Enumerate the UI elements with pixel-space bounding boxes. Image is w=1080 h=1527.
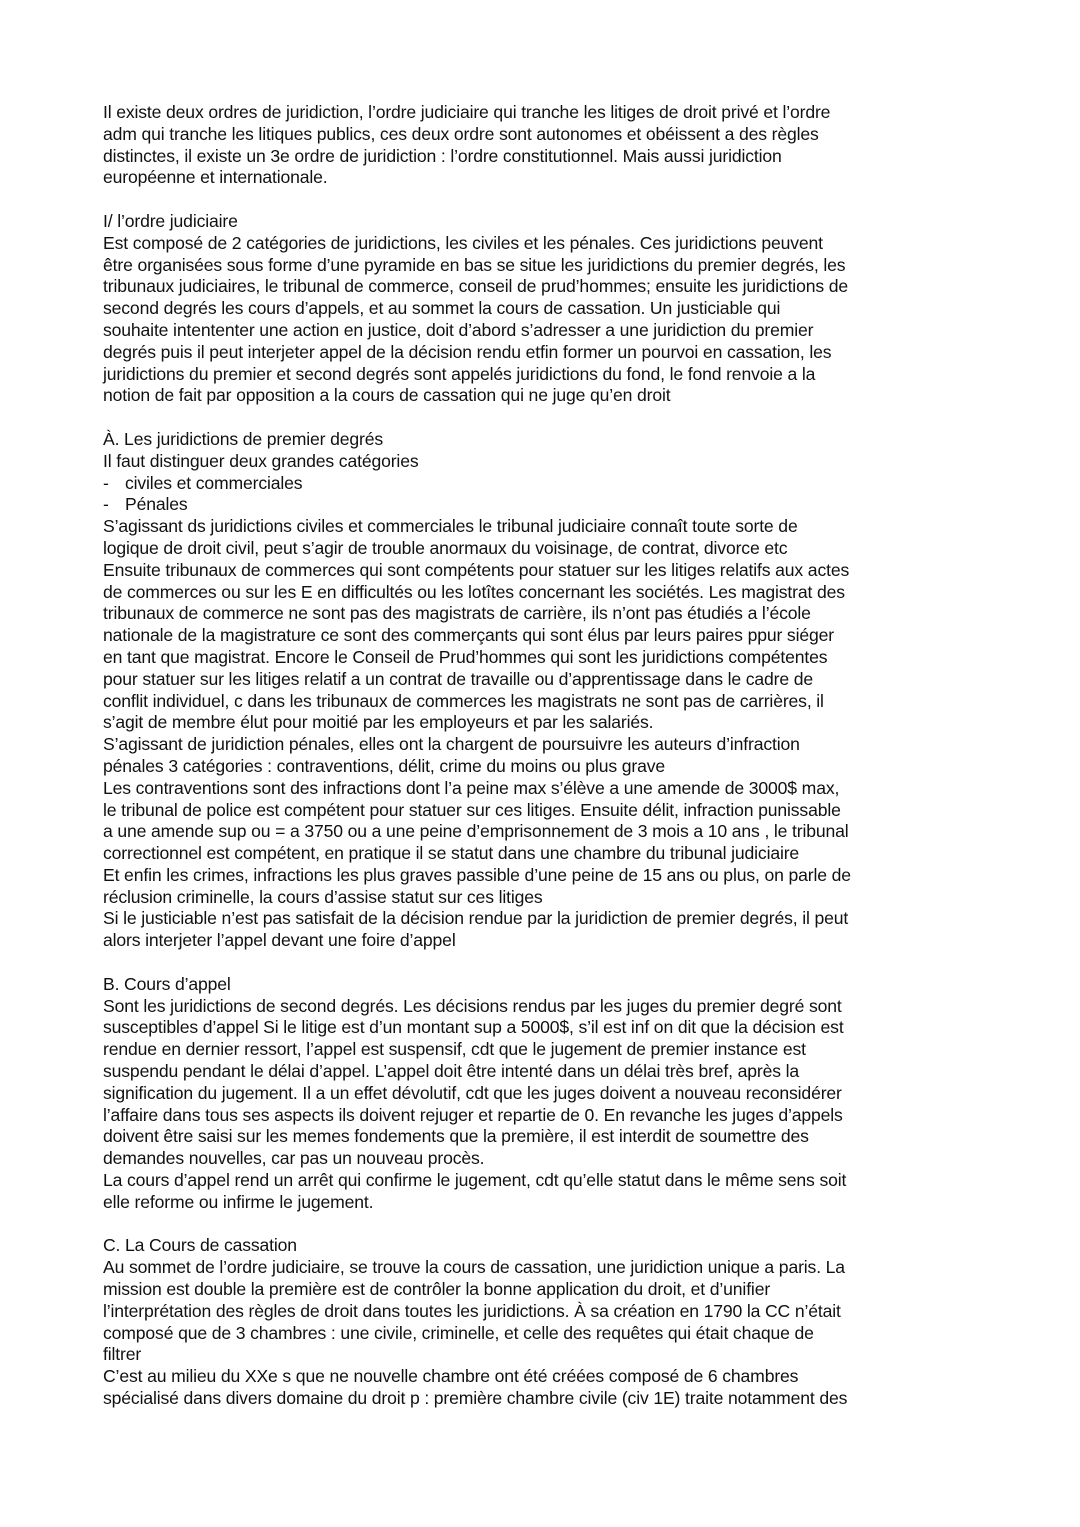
- text-line: filtrer: [103, 1344, 142, 1365]
- text-line: Il faut distinguer deux grandes catégories: [103, 450, 419, 471]
- text-line: pour statuer sur les litiges relatif a un contrat de travaille ou d’apprentissage dans le cadre de: [103, 668, 813, 689]
- text-line: Si le justiciable n’est pas satisfait de la décision rendue par la juridiction de premier degrés, il peut: [103, 908, 849, 929]
- paragraph-spacer: [103, 407, 983, 429]
- text-line: second degrés les cours d’appels, et au sommet la cours de cassation. Un justiciable qui: [103, 298, 781, 319]
- text-line: Est composé de 2 catégories de juridictions, les civiles et les pénales. Ces juridictions peuvent: [103, 232, 823, 253]
- text-line: de commerces ou sur les E en difficultés ou les lotîtes concernant les sociétés. Les magistrat des: [103, 581, 845, 602]
- text-line: S’agissant de juridiction pénales, elles ont la chargent de poursuivre les auteurs d’infraction: [103, 734, 800, 755]
- text-line: susceptibles d’appel Si le litige est d’un montant sup a 5000$, s’il est inf on dit que la décision est: [103, 1017, 844, 1038]
- intro-paragraph: [103, 102, 983, 189]
- section-cours-appel: [103, 974, 983, 1214]
- text-line: La cours d’appel rend un arrêt qui confirme le jugement, cdt qu’elle statut dans le même sens soit: [103, 1170, 847, 1191]
- text-line: Ensuite tribunaux de commerces qui sont compétents pour statuer sur les litiges relatifs aux actes: [103, 559, 850, 580]
- text-line: conflit individuel, c dans les tribunaux de commerces les magistrats ne sont pas de carrières, il: [103, 690, 824, 711]
- text-line: Et enfin les crimes, infractions les plus graves passible d’une peine de 15 ans ou plus, on parle de: [103, 864, 851, 885]
- text-line: correctionnel est compétent, en pratique il se statut dans une chambre du tribunal judiciaire: [103, 843, 800, 864]
- text-line: tribunaux judiciaires, le tribunal de commerce, conseil de prud’hommes; ensuite les juridictions de: [103, 276, 848, 297]
- list-item-text: civiles et commerciales: [125, 472, 303, 493]
- text-line: a une amende sup ou = a 3750 ou a une peine d’emprisonnement de 3 mois a 10 ans , le tribunal: [103, 821, 849, 842]
- text-line: Au sommet de l’ordre judiciaire, se trouve la cours de cassation, une juridiction unique a paris. La: [103, 1257, 845, 1278]
- text-line: s’agit de membre élut pour moitié par les employeurs et par les salariés.: [103, 712, 654, 733]
- text-line: l’interprétation des règles de droit dans toutes les juridictions. À sa création en 1790 la CC n’était: [103, 1300, 841, 1321]
- text-line: réclusion criminelle, la cours d’assise statut sur ces litiges: [103, 886, 543, 907]
- list-item: [103, 473, 983, 495]
- text-line: distinctes, il existe un 3e ordre de juridiction : l’ordre constitutionnel. Mais aussi juridiction: [103, 145, 782, 166]
- section-heading: À. Les juridictions de premier degrés: [103, 428, 383, 449]
- text-line: tribunaux de commerce ne sont pas des magistrats de carrière, ils n’ont pas étudiés a l’école: [103, 603, 811, 624]
- section-cour-cassation: [103, 1235, 983, 1409]
- dash-bullet-icon: -: [103, 494, 109, 515]
- text-line: le tribunal de police est compétent pour statuer sur ces litiges. Ensuite délit, infraction punissable: [103, 799, 841, 820]
- text-line: en tant que magistrat. Encore le Conseil de Prud’hommes qui sont les juridictions compétentes: [103, 646, 828, 667]
- text-line: alors interjeter l’appel devant une foire d’appel: [103, 930, 456, 951]
- paragraph-spacer: [103, 189, 983, 211]
- text-line: européenne et internationale.: [103, 167, 328, 188]
- text-line: être organisées sous forme d’une pyramide en bas se situe les juridictions du premier degrés, les: [103, 254, 846, 275]
- list-item-text: Pénales: [125, 494, 188, 515]
- paragraph-spacer: [103, 1214, 983, 1236]
- text-line: doivent être saisi sur les memes fondements que la première, il est interdit de soumettre des: [103, 1126, 809, 1147]
- text-line: S’agissant ds juridictions civiles et commerciales le tribunal judiciaire connaît toute sorte de: [103, 516, 798, 537]
- list-item: [103, 494, 983, 516]
- text-line: souhaite intententer une action en justice, doit d’abord s’adresser a une juridiction du premier: [103, 319, 814, 340]
- text-line: juridictions du premier et second degrés sont appelés juridictions du fond, le fond renvoie a la: [103, 363, 816, 384]
- dash-bullet-icon: -: [103, 472, 109, 493]
- text-line: spécialisé dans divers domaine du droit p : première chambre civile (civ 1E) traite notamment des: [103, 1388, 848, 1409]
- text-line: adm qui tranche les litiques publics, ces deux ordre sont autonomes et obéissent a des règles: [103, 123, 819, 144]
- document-page: [103, 102, 983, 1410]
- section-heading: C. La Cours de cassation: [103, 1235, 297, 1256]
- text-line: elle reforme ou infirme le jugement.: [103, 1191, 374, 1212]
- text-line: pénales 3 catégories : contraventions, délit, crime du moins ou plus grave: [103, 755, 665, 776]
- text-line: degrés puis il peut interjeter appel de la décision rendu etfin former un pourvoi en cassation, les: [103, 341, 832, 362]
- section-ordre-judiciaire: [103, 211, 983, 407]
- text-line: C’est au milieu du XXe s que ne nouvelle chambre ont été créées composé de 6 chambres: [103, 1366, 799, 1387]
- text-line: suspendu pendant le délai d’appel. L’appel doit être intenté dans un délai très bref, après la: [103, 1061, 800, 1082]
- section-heading: I/ l’ordre judiciaire: [103, 210, 238, 231]
- section-heading: B. Cours d’appel: [103, 973, 231, 994]
- text-line: notion de fait par opposition a la cours de cassation qui ne juge qu’en droit: [103, 385, 671, 406]
- text-line: signification du jugement. Il a un effet dévolutif, cdt que les juges doivent a nouveau reconsidérer: [103, 1082, 842, 1103]
- text-line: nationale de la magistrature ce sont des commerçants qui sont élus par leurs paires ppur siéger: [103, 625, 834, 646]
- text-line: Sont les juridictions de second degrés. Les décisions rendus par les juges du premier degré sont: [103, 995, 842, 1016]
- text-line: Il existe deux ordres de juridiction, l’ordre judiciaire qui tranche les litiges de droit privé et l’ordre: [103, 102, 831, 122]
- text-line: Les contraventions sont des infractions dont l’a peine max s’élève a une amende de 3000$ max,: [103, 777, 840, 798]
- text-line: logique de droit civil, peut s’agir de trouble anormaux du voisinage, de contrat, divorce etc: [103, 537, 788, 558]
- text-line: composé que de 3 chambres : une civile, criminelle, et celle des requêtes qui était chaque de: [103, 1322, 814, 1343]
- text-line: l’affaire dans tous ses aspects ils doivent rejuger et repartie de 0. En revanche les juges d’appels: [103, 1104, 843, 1125]
- section-premier-degre: [103, 429, 983, 952]
- category-list: [103, 473, 983, 517]
- paragraph-spacer: [103, 952, 983, 974]
- text-line: rendue en dernier ressort, l’appel est suspensif, cdt que le jugement de premier instance est: [103, 1039, 806, 1060]
- text-line: mission est double la première est de contrôler la bonne application du droit, et d’unifier: [103, 1279, 771, 1300]
- text-line: demandes nouvelles, car pas un nouveau procès.: [103, 1148, 485, 1169]
